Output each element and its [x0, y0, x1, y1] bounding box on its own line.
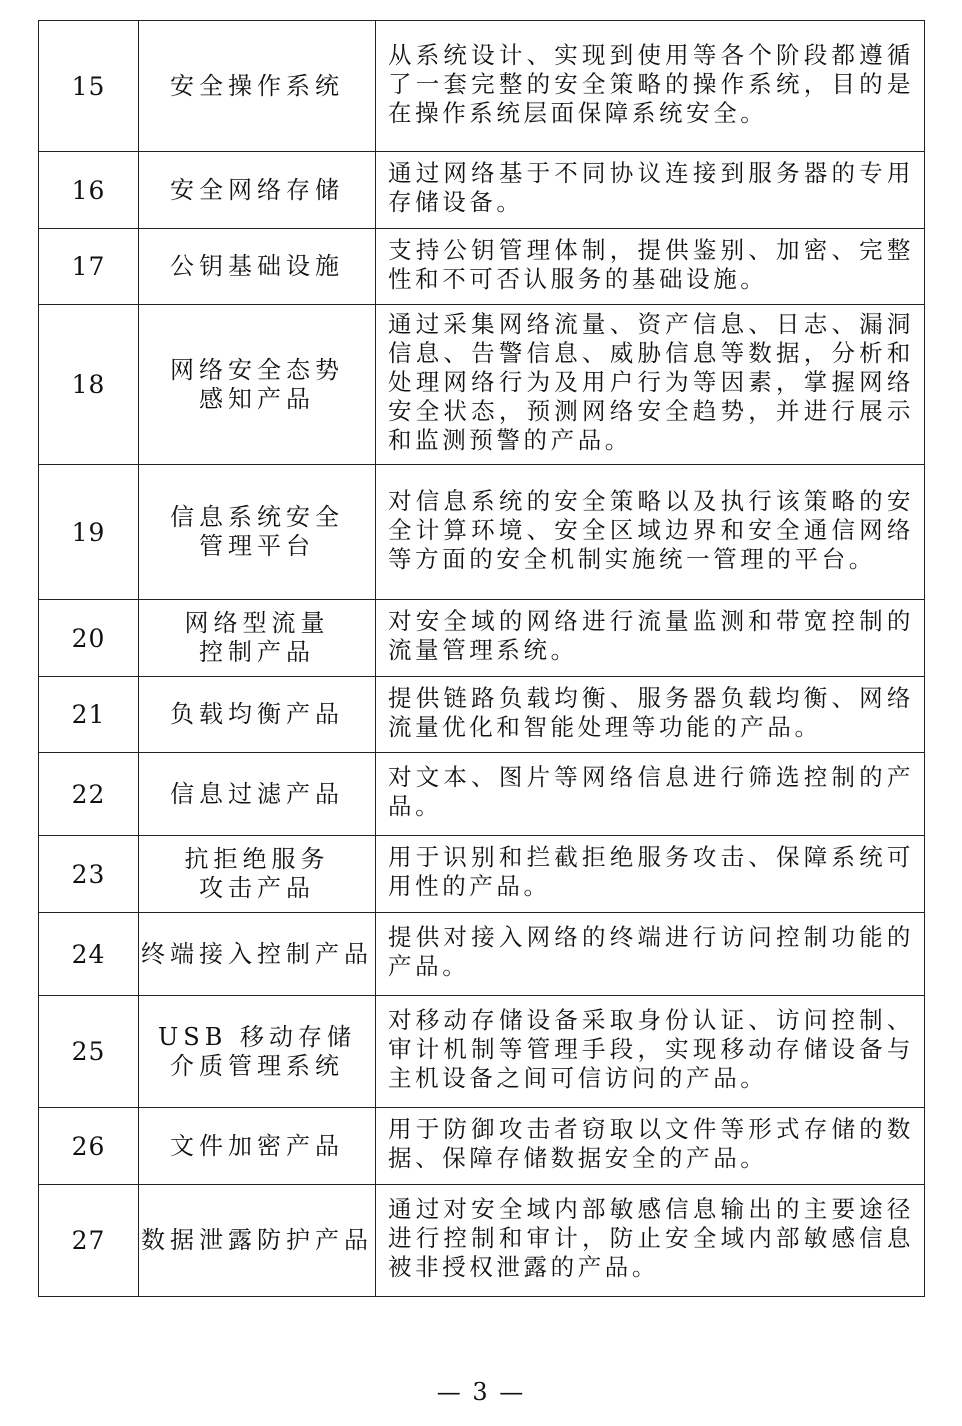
row-number: 20	[39, 600, 139, 677]
product-description: 对安全域的网络进行流量监测和带宽控制的流量管理系统。	[376, 600, 925, 677]
product-name-line: 数据泄露防护产品	[141, 1226, 373, 1254]
product-name-line: 信息过滤产品	[170, 779, 344, 808]
product-name-line: 公钥基础设施	[170, 252, 344, 280]
table-row	[39, 229, 925, 305]
table-row	[39, 1108, 925, 1185]
product-name	[139, 1185, 376, 1297]
product-name-line: 管理平台	[199, 532, 315, 560]
product-description: 提供对接入网络的终端进行访问控制功能的产品。	[376, 913, 925, 996]
table-row	[39, 753, 925, 836]
product-description: 对信息系统的安全策略以及执行该策略的安全计算环境、安全区域边界和安全通信网络等方面的安全机制实施统一管理的平台。	[376, 465, 925, 600]
product-name-line: 抗拒绝服务	[184, 845, 330, 873]
product-name-line: 介质管理系统	[170, 1051, 344, 1080]
product-description: 从系统设计、实现到使用等各个阶段都遵循了一套完整的安全策略的操作系统，目的是在操作系统层面保障系统安全。	[376, 21, 925, 152]
table-row	[39, 21, 925, 152]
row-number: 23	[39, 836, 139, 913]
product-description: 对移动存储设备采取身份认证、访问控制、审计机制等管理手段，实现移动存储设备与主机设备之间可信访问的产品。	[376, 996, 925, 1108]
product-name-line: 网络型流量	[184, 609, 330, 637]
product-name	[139, 305, 376, 465]
product-name-line: 攻击产品	[199, 874, 315, 902]
table-row	[39, 677, 925, 753]
product-description: 用于识别和拦截拒绝服务攻击、保障系统可用性的产品。	[376, 836, 925, 913]
product-name-line: 感知产品	[199, 384, 315, 413]
product-description: 通过对安全域内部敏感信息输出的主要途径进行控制和审计，防止安全域内部敏感信息被非授权泄露的产品。	[376, 1185, 925, 1297]
product-description: 通过网络基于不同协议连接到服务器的专用存储设备。	[376, 152, 925, 229]
table-row	[39, 600, 925, 677]
product-name-line: 安全网络存储	[170, 175, 344, 204]
product-name	[139, 753, 376, 836]
row-number: 24	[39, 913, 139, 996]
product-name	[139, 913, 376, 996]
row-number: 27	[39, 1185, 139, 1297]
product-description: 对文本、图片等网络信息进行筛选控制的产品。	[376, 753, 925, 836]
table-row	[39, 913, 925, 996]
product-name	[139, 21, 376, 152]
table-row	[39, 996, 925, 1108]
product-name-line: 文件加密产品	[170, 1131, 344, 1160]
row-number: 18	[39, 305, 139, 465]
table-row	[39, 1185, 925, 1297]
table-row	[39, 305, 925, 465]
row-number: 22	[39, 753, 139, 836]
page-number: — 3 —	[436, 1378, 526, 1406]
table-body	[39, 21, 925, 1297]
product-catalog-table	[38, 20, 925, 1297]
row-number: 25	[39, 996, 139, 1108]
row-number: 16	[39, 152, 139, 229]
table-row	[39, 465, 925, 600]
row-number: 15	[39, 21, 139, 152]
product-name-line: 网络安全态势	[170, 355, 344, 384]
product-description: 通过采集网络流量、资产信息、日志、漏洞信息、告警信息、威胁信息等数据，分析和处理网络行为及用户行为等因素，掌握网络安全状态，预测网络安全趋势，并进行展示和监测预警的产品。	[376, 305, 925, 465]
product-name-line: 终端接入控制产品	[141, 939, 373, 968]
product-name-line: 信息系统安全	[170, 503, 344, 531]
product-name	[139, 600, 376, 677]
table-row	[39, 836, 925, 913]
product-name	[139, 677, 376, 753]
row-number: 17	[39, 229, 139, 305]
product-name	[139, 152, 376, 229]
row-number: 26	[39, 1108, 139, 1185]
product-description: 提供链路负载均衡、服务器负载均衡、网络流量优化和智能处理等功能的产品。	[376, 677, 925, 753]
product-name	[139, 836, 376, 913]
product-name	[139, 465, 376, 600]
product-name	[139, 229, 376, 305]
row-number: 19	[39, 465, 139, 600]
product-name	[139, 996, 376, 1108]
product-description: 用于防御攻击者窃取以文件等形式存储的数据、保障存储数据安全的产品。	[376, 1108, 925, 1185]
product-description: 支持公钥管理体制，提供鉴别、加密、完整性和不可否认服务的基础设施。	[376, 229, 925, 305]
product-name-line: 负载均衡产品	[170, 700, 344, 728]
product-name-line: 安全操作系统	[170, 71, 344, 100]
row-number: 21	[39, 677, 139, 753]
product-name	[139, 1108, 376, 1185]
table-row	[39, 152, 925, 229]
product-name-line: 控制产品	[199, 638, 315, 666]
product-name-line: USB 移动存储	[158, 1022, 356, 1051]
